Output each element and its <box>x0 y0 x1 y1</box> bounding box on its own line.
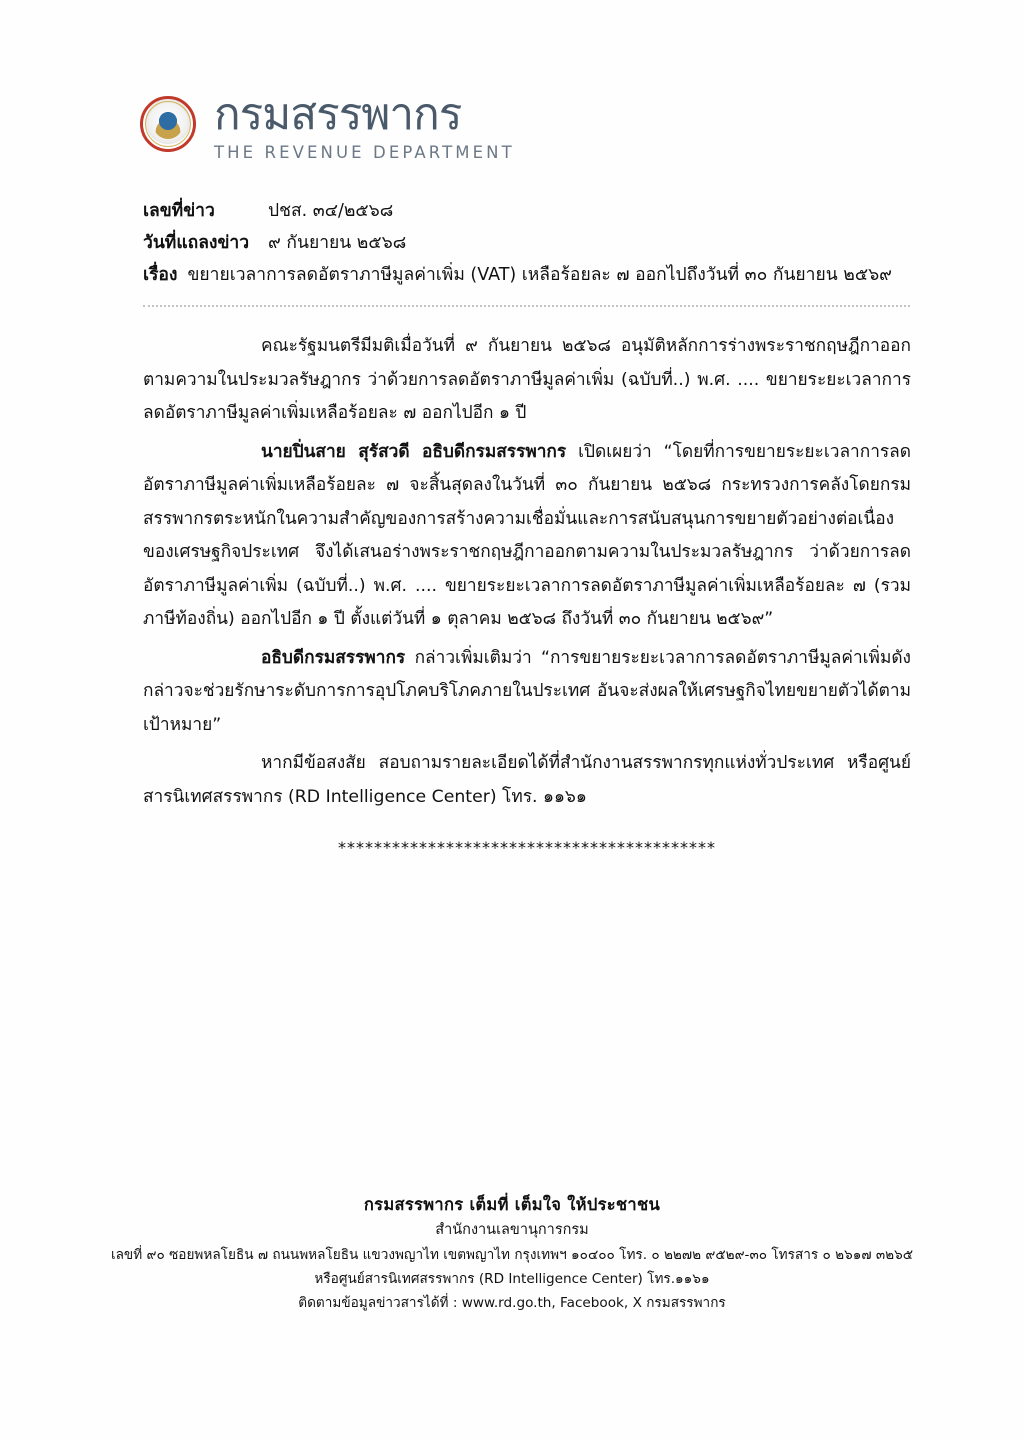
meta-row-news-number <box>143 195 903 227</box>
paragraph-1-text: คณะรัฐมนตรีมีมติเมื่อวันที่ ๙ กันยายน ๒๕๖๘ อนุมัติหลักการร่างพระราชกฤษฎีกาออกตามความในประมวลรัษฎากร ว่าด้วยการลดอัตราภาษีมูลค่าเพิ่ม (ฉบับที่..) พ.ศ. .... ขยายระยะเวลาการลดอัตราภาษีมูลค่าเพิ่มเหลือร้อยละ ๗ ออกไปอีก ๑ ปี <box>143 336 911 423</box>
organization-name-en: THE REVENUE DEPARTMENT <box>214 143 515 162</box>
paragraph-1 <box>143 330 911 431</box>
header-divider <box>143 305 910 307</box>
revenue-department-emblem-icon <box>140 96 196 152</box>
paragraph-4-text: หากมีข้อสงสัย สอบถามรายละเอียดได้ที่สำนักงานสรรพากรทุกแห่งทั่วประเทศ หรือศูนย์สารนิเทศสรรพากร (RD Intelligence Center) โทร. ๑๑๖๑ <box>143 753 911 807</box>
paragraph-2-text: เปิดเผยว่า “โดยที่การขยายระยะเวลาการลดอัตราภาษีมูลค่าเพิ่มเหลือร้อยละ ๗ จะสิ้นสุดลงในวันที่ ๓๐ กันยายน ๒๕๖๘ กระทรวงการคลังโดยกรมสรรพากรตระหนักในความสำคัญของการสร้างความเชื่อมั่นและการสนับสนุนการขยายตัวอย่างต่อเนื่องของเศรษฐกิจประเทศ จึงได้เสนอร่างพระราชกฤษฎีกาออกตามความในประมวลรัษฎากร ว่าด้วยการลดอัตราภาษีมูลค่าเพิ่ม (ฉบับที่..) พ.ศ. .... ขยายระยะเวลาการลดอัตราภาษีมูลค่าเพิ่มเหลือร้อยละ ๗ (รวมภาษีท้องถิ่น) ออกไปอีก ๑ ปี ตั้งแต่วันที่ ๑ ตุลาคม ๒๕๖๘ ถึงวันที่ ๓๐ กันยายน ๒๕๖๙” <box>143 441 911 629</box>
footer-slogan: กรมสรรพากร เต็มที่ เต็มใจ ให้ประชาชน <box>363 1195 661 1214</box>
organization-wordmark <box>214 90 515 164</box>
paragraph-3-lead: อธิบดีกรมสรรพากร <box>261 647 406 668</box>
date-value: ๙ กันยายน ๒๕๖๘ <box>268 233 407 253</box>
meta-row-subject <box>143 259 903 291</box>
date-label: วันที่แถลงข่าว <box>143 233 250 253</box>
footer-address: เลขที่ ๙๐ ซอยพหลโยธิน ๗ ถนนพหลโยธิน แขวงพญาไท เขตพญาไท กรุงเทพฯ ๑๐๔๐๐ โทร. ๐ ๒๒๗๒ ๙๕๒๙-๓๐ โทรสาร ๐ ๒๖๑๗ ๓๒๖๕ <box>110 1247 914 1263</box>
organization-name-th: กรมสรรพากร <box>214 89 462 140</box>
footer-follow-channels: ติดตามข้อมูลข่าวสารได้ที่ : www.rd.go.th, Facebook, X กรมสรรพากร <box>298 1295 726 1311</box>
footer-intelligence-center: หรือศูนย์สารนิเทศสรรพากร (RD Intelligence Center) โทร.๑๑๖๑ <box>314 1271 710 1287</box>
subject-value: ขยายเวลาการลดอัตราภาษีมูลค่าเพิ่ม (VAT) เหลือร้อยละ ๗ ออกไปถึงวันที่ ๓๐ กันยายน ๒๕๖๙ <box>187 265 892 285</box>
document-footer <box>0 1192 1024 1315</box>
document-header <box>140 90 515 164</box>
document-meta <box>143 195 903 291</box>
subject-label: เรื่อง <box>143 265 178 285</box>
paragraph-2 <box>143 436 911 637</box>
document-body <box>143 330 911 819</box>
section-separator: ****************************************** <box>338 838 716 857</box>
paragraph-4 <box>143 747 911 814</box>
paragraph-3 <box>143 642 911 743</box>
meta-row-date <box>143 227 903 259</box>
footer-office: สำนักงานเลขานุการกรม <box>435 1222 589 1238</box>
news-number-value: ปชส. ๓๔/๒๕๖๘ <box>268 201 394 221</box>
paragraph-2-lead: นายปิ่นสาย สุรัสวดี อธิบดีกรมสรรพากร <box>261 441 567 462</box>
paragraph-3-text: กล่าวเพิ่มเติมว่า “การขยายระยะเวลาการลดอัตราภาษีมูลค่าเพิ่มดังกล่าวจะช่วยรักษาระดับการการอุปโภคบริโภคภายในประเทศ อันจะส่งผลให้เศรษฐกิจไทยขยายตัวได้ตามเป้าหมาย” <box>143 647 911 735</box>
news-number-label: เลขที่ข่าว <box>143 201 215 221</box>
